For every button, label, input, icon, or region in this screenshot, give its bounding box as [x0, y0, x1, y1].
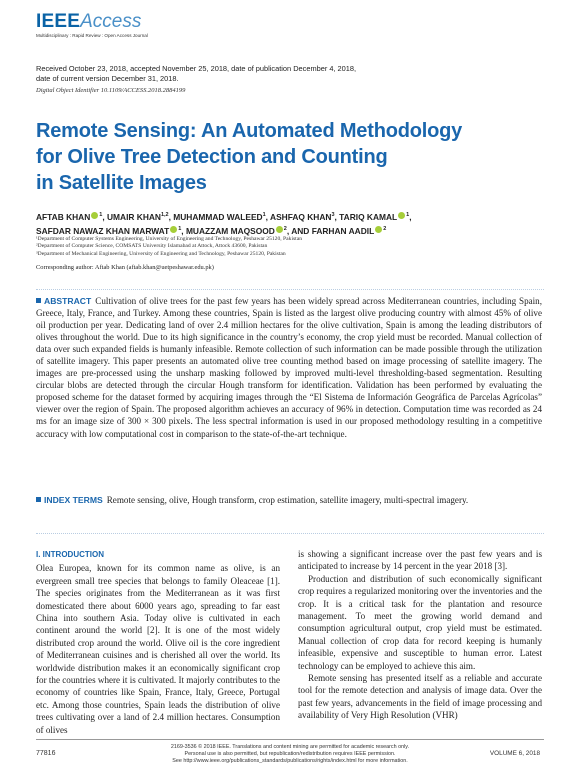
index-terms [36, 494, 542, 506]
author-name: AFTAB KHAN [36, 211, 91, 222]
author-separator: , [334, 211, 340, 222]
logo-tagline: Multidisciplinary : Rapid Review : Open Access Journal [36, 33, 148, 38]
affiliation-1: ¹Department of Computer Systems Engineering, University of Engineering and Technology, Peshawar 25120, Pakistan [36, 236, 303, 242]
author-name: ASHFAQ KHAN [270, 211, 332, 222]
right-column [298, 548, 542, 722]
dates-line-1: Received October 23, 2018, accepted November 25, 2018, date of publication December 4, 2018, [36, 64, 357, 73]
author-name: UMAIR KHAN [107, 211, 161, 222]
author-separator: , [102, 211, 107, 222]
abstract-divider [36, 289, 544, 290]
author-separator: , [181, 226, 186, 237]
author-name: FARHAN AADIL [311, 226, 375, 237]
abstract [36, 295, 542, 440]
doi: Digital Object Identifier 10.1109/ACCESS.2018.2884199 [36, 87, 186, 94]
author-affiliation-marker: 1 [99, 212, 103, 218]
author-name: TARIQ KAMAL [339, 211, 398, 222]
journal-logo [36, 12, 156, 46]
orcid-icon[interactable] [91, 212, 98, 219]
orcid-icon[interactable] [276, 226, 283, 233]
copyright-line-3: See http://www.ieee.org/publications_standards/publications/rights/index.html for more information. [172, 758, 408, 764]
paper-title [36, 118, 466, 196]
author-affiliation-marker: 1 [262, 212, 266, 218]
abstract-label: ABSTRACT [44, 296, 92, 306]
affiliation-2: ²Department of Computer Science, COMSATS University Islamabad at Attock, Attock 43600, Pakistan [36, 243, 268, 250]
title-line-3: in Satellite Images [36, 172, 207, 194]
copyright-line-2: Personal use is also permitted, but republication/redistribution requires IEEE permission. [184, 751, 396, 757]
page-number: 77816 [36, 750, 56, 757]
logo-ieee-text: IEEE [36, 11, 81, 32]
author-affiliation-marker: 3 [331, 212, 335, 218]
title-line-2: for Olive Tree Detection and Counting [36, 146, 388, 168]
section-heading: I. INTRODUCTION [36, 550, 104, 559]
section-divider [36, 533, 544, 534]
volume-info: VOLUME 6, 2018 [489, 750, 540, 757]
intro-paragraph: Olea Europea, known for its common name as olive, is an evergreen small tree species that belongs to family Oleaceae [1]. The species originates from the Mediterranean as it was first domesticated there about 6000 years ago, spreading to far east China into southern Asia. Today olive is cultivated in each continent around the world [2]. It is one of the most widely distributed crop around the world. Olive oil is the core ingredient of Mediterranean cuisines and is cherished all over the world. Its worldwide distribution makes it an economically significant crop for the countries where it is cultivated. It majorly contributes to the economy of countries like Spain, France, Italy, Greece, Portugal etc. Among those countries, Spain leads the distribution of olive trees cultivating over a land of 2.4 million hectares. Consumption of olives [36, 563, 280, 735]
author-separator: , [409, 211, 412, 222]
right-paragraph-1: is showing a significant increase over the past few years and is anticipated to increase by 14 percent in the year 2018 [3]. [298, 549, 542, 572]
copyright-notice [140, 744, 440, 765]
right-paragraph-3: Remote sensing has presented itself as a reliable and accurate tool for the remote detection and analysis of image data. Over the past few years, advancements in the field of image processing and availability of Very High Resolution (VHR) [298, 673, 542, 721]
author-affiliation-marker: 2 [283, 226, 287, 233]
abstract-text: Cultivation of olive trees for the past few years has been widely spread across Mediterranean countries, including Spain, Greece, Italy, France, and Turkey. Among these countries, Spain is listed as the largest olive producing country with almost 45% of olive oil production per year. Dedicating land of over 2.4 million hectares for the olive cultivation, Spain is among the leading distributors of olives throughout the world. Due to its high significance in the country’s economy, the crop yield must be recorded. Manual collection of data over such expanded fields is humanly infeasible. Remote collection of such information can be made possible through the utilization of satellite imagery. This paper presents an automated olive tree counting method based on image processing of satellite imagery. The images are pre-processed using the unsharp masking followed by improved multi-level thresholding-based segmentation. Resulting circular blobs are detected through the circular Hough transform for identification. Validation has been performed by evaluating the proposed scheme for the dataset formed by acquiring images through the “El Sistema de Información Geográfica de Parcelas Agrícolas” viewer over the region of Spain. The proposed algorithm achieves an accuracy of 96% in detection. Computation time was recorded as 24 ms for an image size of 300 × 300 pixels. The less spectral information is used in our proposed methodology resulting in a competitive accuracy with low computational cost in comparison to the state-of-the-art technique. [36, 296, 542, 439]
author-affiliation-marker: 2 [383, 226, 387, 233]
author-name: MUHAMMAD WALEED [173, 211, 263, 222]
affiliations [36, 236, 546, 258]
author-separator: , [168, 211, 174, 222]
square-bullet-icon [36, 298, 41, 303]
left-column [36, 549, 280, 736]
author-affiliation-marker: 1 [178, 226, 182, 233]
corresponding-author: Corresponding author: Aftab Khan (aftab.khan@uetpeshawar.edu.pk) [36, 264, 214, 271]
author-affiliation-marker: 1,2 [160, 212, 169, 218]
author-list [36, 209, 546, 238]
copyright-line-1: 2169-3536 © 2018 IEEE. Translations and content mining are permitted for academic research only. [170, 744, 410, 750]
author-name: MUAZZAM MAQSOOD [185, 226, 275, 237]
affiliation-3: ³Department of Mechanical Engineering, University of Engineering and Technology, Peshawar 25120, Pakistan [36, 250, 286, 257]
orcid-icon[interactable] [170, 226, 177, 233]
orcid-icon[interactable] [375, 226, 382, 233]
logo-access-text: Access [80, 11, 142, 32]
author-name: SAFDAR NAWAZ KHAN MARWAT [36, 226, 170, 237]
footer-divider [36, 739, 544, 740]
right-paragraph-2: Production and distribution of such economically significant crop requires a regularized monitoring over the inventories and the crop. It is a critical task for the plantation and resource management. To meet the growing world demand and consumption agricultural output, crop yield must be estimated. Manual collection of crop data for record keeping is humanly infeasible, expensive and susceptible to human error. Latest technology can be employed to achieve this aim. [298, 573, 542, 671]
author-separator: , [265, 211, 271, 222]
author-separator: , AND [286, 226, 312, 237]
dates-line-2: date of current version December 31, 2018. [36, 73, 179, 83]
index-terms-text: Remote sensing, olive, Hough transform, crop estimation, satellite imagery, multi-spectral imagery. [106, 495, 469, 505]
square-bullet-icon [36, 497, 41, 502]
orcid-icon[interactable] [398, 212, 405, 219]
publication-dates [36, 64, 456, 83]
title-line-1: Remote Sensing: An Automated Methodology [36, 120, 463, 142]
author-affiliation-marker: 1 [406, 212, 410, 218]
index-terms-label: INDEX TERMS [44, 495, 103, 505]
